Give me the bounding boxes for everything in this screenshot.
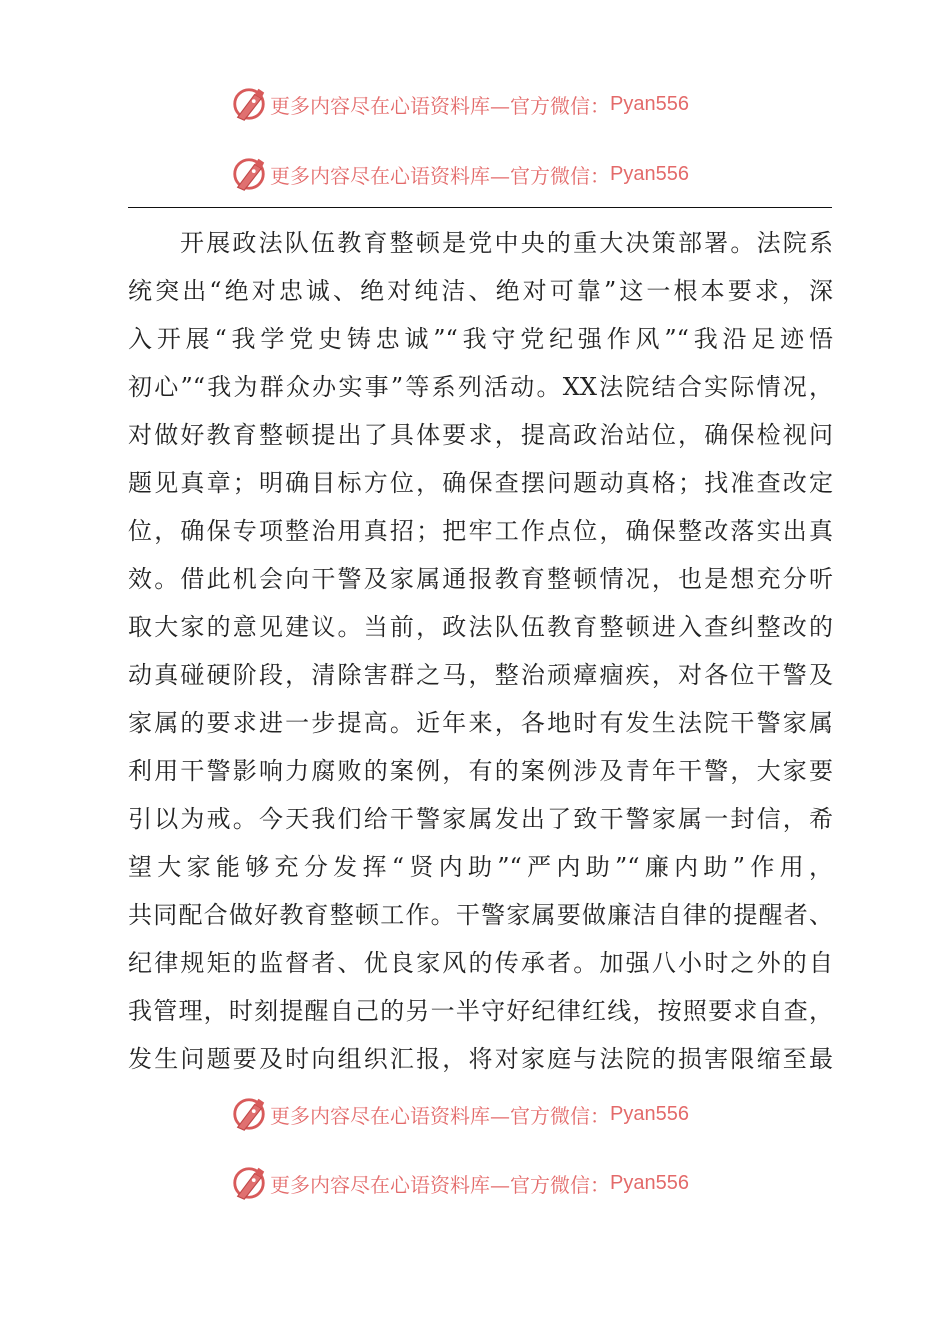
banner-wechat-id: Pyan556 — [610, 92, 689, 115]
banner-text: 更多内容尽在心语资料库—官方微信： — [270, 1172, 610, 1197]
paragraph-line: 入开展“我学党史铸忠诚”“我守党纪强作风”“我沿足迹悟 — [128, 325, 833, 353]
header-divider — [128, 207, 832, 208]
pen-nib-logo-icon — [230, 1164, 268, 1202]
banner-text: 更多内容尽在心语资料库—官方微信： — [270, 93, 610, 118]
paragraph-line: 共同配合做好教育整顿工作。干警家属要做廉洁自律的提醒者、 — [128, 901, 833, 929]
watermark-banner-bottom-2 — [230, 1163, 750, 1203]
watermark-banner-bottom-1 — [230, 1094, 750, 1134]
banner-wechat-id: Pyan556 — [610, 1102, 689, 1125]
paragraph-line: 取大家的意见建议。当前，政法队伍教育整顿进入查纠整改的 — [128, 613, 833, 641]
banner-text: 更多内容尽在心语资料库—官方微信： — [270, 1103, 610, 1128]
pen-nib-logo-icon — [230, 155, 268, 193]
paragraph-line: 望大家能够充分发挥“贤内助”“严内助”“廉内助”作用， — [128, 853, 833, 881]
paragraph-line: 发生问题要及时向组织汇报，将对家庭与法院的损害限缩至最 — [128, 1045, 833, 1073]
paragraph-line: 引以为戒。今天我们给干警家属发出了致干警家属一封信，希 — [128, 805, 833, 833]
paragraph-line: 位，确保专项整治用真招；把牢工作点位，确保整改落实出真 — [128, 517, 833, 545]
paragraph-line: 对做好教育整顿提出了具体要求，提高政治站位，确保检视问 — [128, 421, 833, 449]
banner-text: 更多内容尽在心语资料库—官方微信： — [270, 163, 610, 188]
paragraph-line: 统突出“绝对忠诚、绝对纯洁、绝对可靠”这一根本要求，深 — [128, 277, 833, 305]
paragraph-line: 动真碰硬阶段，清除害群之马，整治顽瘴痼疾，对各位干警及 — [128, 661, 833, 689]
paragraph-line: 家属的要求进一步提高。近年来，各地时有发生法院干警家属 — [128, 709, 833, 737]
paragraph-line: 我管理，时刻提醒自己的另一半守好纪律红线，按照要求自查， — [128, 997, 833, 1025]
banner-wechat-id: Pyan556 — [610, 1171, 689, 1194]
paragraph-line: 题见真章；明确目标方位，确保查摆问题动真格；找准查改定 — [128, 469, 833, 497]
paragraph-line: 开展政法队伍教育整顿是党中央的重大决策部署。法院系 — [180, 229, 833, 257]
document-body — [128, 219, 833, 1083]
watermark-banner-top-2 — [230, 154, 750, 194]
watermark-banner-top-1 — [230, 84, 750, 124]
paragraph-line: 初心”“我为群众办实事”等系列活动。XX法院结合实际情况， — [128, 373, 833, 401]
paragraph-line: 效。借此机会向干警及家属通报教育整顿情况，也是想充分听 — [128, 565, 833, 593]
pen-nib-logo-icon — [230, 85, 268, 123]
pen-nib-logo-icon — [230, 1095, 268, 1133]
banner-wechat-id: Pyan556 — [610, 162, 689, 185]
paragraph-line: 纪律规矩的监督者、优良家风的传承者。加强八小时之外的自 — [128, 949, 833, 977]
paragraph-line: 利用干警影响力腐败的案例，有的案例涉及青年干警，大家要 — [128, 757, 833, 785]
